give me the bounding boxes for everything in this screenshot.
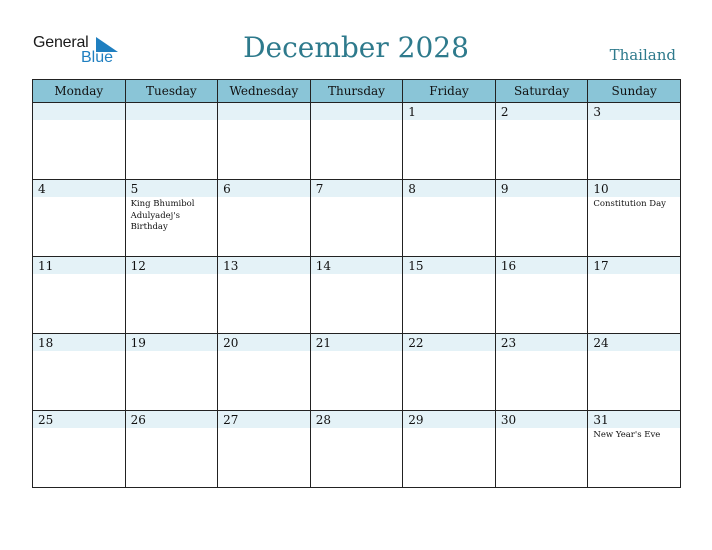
week-row bbox=[33, 257, 681, 334]
day-number: 20 bbox=[223, 336, 239, 350]
day-cell bbox=[33, 257, 126, 334]
day-cell bbox=[403, 103, 496, 180]
day-number: 3 bbox=[593, 105, 602, 119]
logo-text-blue: Blue bbox=[81, 49, 114, 66]
week-row bbox=[33, 334, 681, 411]
day-number: 5 bbox=[130, 182, 139, 196]
day-cell bbox=[588, 334, 681, 411]
day-cell bbox=[495, 103, 588, 180]
day-header-band bbox=[496, 103, 588, 120]
day-number: 12 bbox=[130, 259, 146, 273]
holiday-label: New Year's Eve bbox=[593, 430, 661, 440]
weekday-header: Monday bbox=[33, 80, 126, 103]
day-cell bbox=[588, 257, 681, 334]
day-number: 31 bbox=[593, 413, 609, 427]
day-number: 21 bbox=[315, 336, 331, 350]
calendar-grid bbox=[32, 79, 681, 488]
day-number: 18 bbox=[38, 336, 54, 350]
day-header-band bbox=[403, 103, 495, 120]
weekday-header-row bbox=[33, 80, 681, 103]
day-cell bbox=[218, 103, 311, 180]
day-header-band bbox=[496, 180, 588, 197]
day-header-band bbox=[33, 103, 125, 120]
day-number: 10 bbox=[593, 182, 609, 196]
week-row bbox=[33, 180, 681, 257]
day-cell bbox=[125, 103, 218, 180]
day-cell bbox=[403, 180, 496, 257]
holiday-label: Constitution Day bbox=[593, 199, 666, 209]
day-header-band bbox=[311, 180, 403, 197]
day-number: 8 bbox=[408, 182, 416, 196]
day-cell bbox=[310, 411, 403, 488]
day-number: 2 bbox=[500, 105, 509, 119]
day-cell bbox=[310, 103, 403, 180]
day-number: 26 bbox=[130, 413, 146, 427]
weekday-header: Sunday bbox=[588, 80, 681, 103]
day-header-band bbox=[311, 103, 403, 120]
day-number: 13 bbox=[223, 259, 239, 273]
day-cell bbox=[310, 334, 403, 411]
day-number: 11 bbox=[38, 259, 54, 273]
day-header-band bbox=[403, 180, 495, 197]
day-number: 14 bbox=[315, 259, 331, 273]
day-number: 19 bbox=[130, 336, 146, 350]
day-cell bbox=[403, 334, 496, 411]
day-cell bbox=[403, 411, 496, 488]
day-number: 27 bbox=[223, 413, 239, 427]
day-number: 24 bbox=[593, 336, 609, 350]
day-cell bbox=[218, 334, 311, 411]
day-header-band bbox=[218, 103, 310, 120]
day-cell bbox=[495, 411, 588, 488]
weekday-header: Thursday bbox=[310, 80, 403, 103]
weekday-header: Wednesday bbox=[218, 80, 311, 103]
day-number: 28 bbox=[315, 413, 331, 427]
day-cell bbox=[33, 411, 126, 488]
day-cell bbox=[588, 180, 681, 257]
calendar-body bbox=[33, 103, 681, 488]
day-cell bbox=[310, 257, 403, 334]
day-cell bbox=[125, 334, 218, 411]
day-number: 25 bbox=[38, 413, 54, 427]
week-row bbox=[33, 411, 681, 488]
day-header-band bbox=[33, 180, 125, 197]
day-number: 17 bbox=[593, 259, 609, 273]
day-header-band bbox=[218, 180, 310, 197]
day-cell bbox=[588, 411, 681, 488]
country-label: Thailand bbox=[609, 46, 676, 64]
day-cell bbox=[218, 180, 311, 257]
day-cell bbox=[218, 411, 311, 488]
day-number: 30 bbox=[500, 413, 517, 427]
day-header-band bbox=[126, 103, 218, 120]
day-cell bbox=[495, 334, 588, 411]
day-cell bbox=[495, 180, 588, 257]
day-cell bbox=[218, 257, 311, 334]
day-number: 9 bbox=[500, 182, 509, 196]
day-cell bbox=[588, 103, 681, 180]
week-row bbox=[33, 103, 681, 180]
day-number: 22 bbox=[408, 336, 424, 350]
weekday-header: Tuesday bbox=[125, 80, 218, 103]
day-number: 23 bbox=[500, 336, 517, 350]
day-number: 15 bbox=[408, 259, 424, 273]
day-header-band bbox=[126, 180, 218, 197]
day-number: 29 bbox=[408, 413, 424, 427]
day-cell bbox=[33, 334, 126, 411]
calendar-title: December 2028 bbox=[243, 31, 469, 64]
day-cell bbox=[125, 180, 218, 257]
day-number: 7 bbox=[315, 182, 324, 196]
day-number: 6 bbox=[223, 182, 231, 196]
day-cell bbox=[403, 257, 496, 334]
day-cell bbox=[33, 103, 126, 180]
holiday-label: King Bhumibol Adulyadej's Birthday bbox=[130, 199, 195, 232]
day-header-band bbox=[588, 103, 680, 120]
day-number: 1 bbox=[408, 105, 416, 119]
day-number: 16 bbox=[500, 259, 517, 273]
weekday-header: Friday bbox=[403, 80, 496, 103]
day-cell bbox=[125, 411, 218, 488]
weekday-header: Saturday bbox=[495, 80, 588, 103]
day-cell bbox=[310, 180, 403, 257]
day-cell bbox=[125, 257, 218, 334]
day-number: 4 bbox=[38, 182, 46, 196]
day-cell bbox=[33, 180, 126, 257]
day-cell bbox=[495, 257, 588, 334]
logo-text-general: General bbox=[33, 34, 89, 51]
